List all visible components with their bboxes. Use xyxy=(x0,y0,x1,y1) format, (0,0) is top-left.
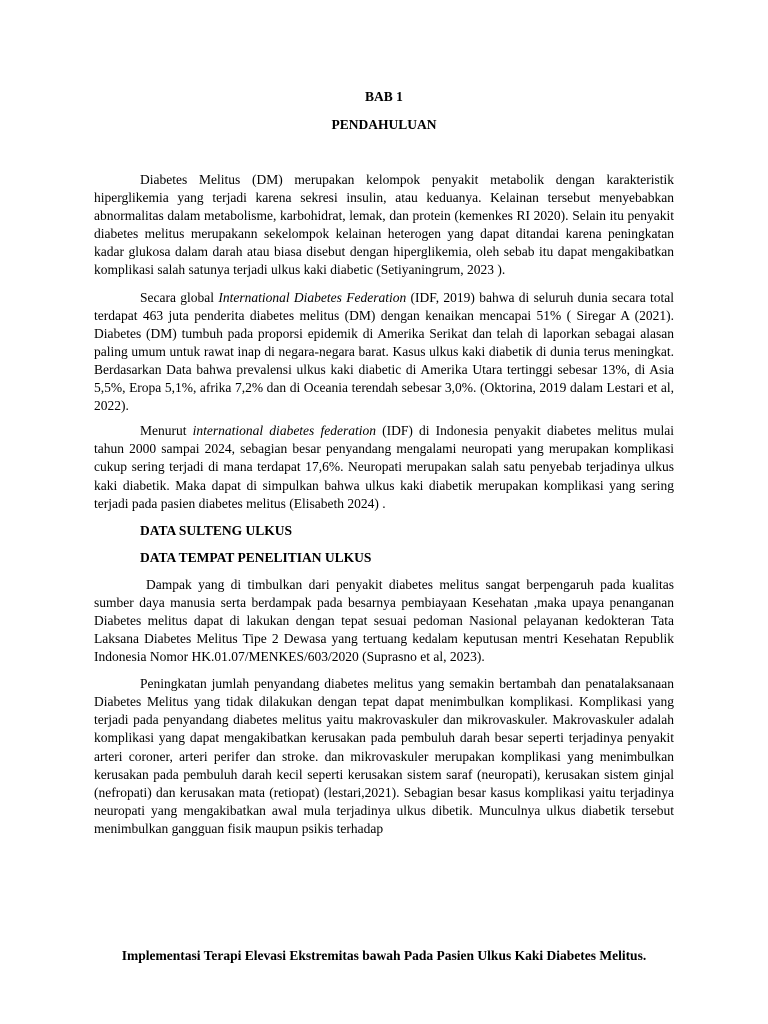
paragraph-4 xyxy=(94,576,674,666)
paragraph-2-italic-term: International Diabetes Federation xyxy=(218,289,407,305)
page-footer: Implementasi Terapi Elevasi Ekstremitas bawah Pada Pasien Ulkus Kaki Diabetes Melitus. xyxy=(121,948,647,963)
paragraph-3-text-b: (IDF) di Indonesia penyakit diabetes melitus mulai tahun 2000 sampai 2024, sebagian besar penyandang mengalami neuropati yang merupakan komplikasi cukup sering terjadi di mana terdapat 17,6%. Neuropati merupakan salah satu penyebab terjadinya ulkus kaki diabetik. Maka dapat di simpulkan bahwa ulkus kaki diabetik merupakan komplikasi yang sering terjadi pada pasien diabetes melitus (Elisabeth 2024) . xyxy=(94,423,674,511)
paragraph-5 xyxy=(94,675,674,838)
chapter-number: BAB 1 xyxy=(365,89,403,104)
paragraph-1-text: Diabetes Melitus (DM) merupakan kelompok penyakit metabolik dengan karakteristik hiperglikemia yang terjadi karena sekresi insulin, atau keduanya. Kelainan tersebut menyebabkan abnormalitas dalam metabolisme, karbohidrat, lemak, dan protein (kemenkes RI 2020). Selain itu penyakit diabetes melitus merupakann sekelompok kelainan heterogen yang dapat ditandai karena peningkatan kadar glukosa dalam darah atau biasa disebut dengan hiperglikemia, oleh sebab itu dapat mengakibatkan komplikasi salah satunya terjadi ulkus kaki diabetic (Setiyaningrum, 2023 ). xyxy=(94,172,674,278)
paragraph-4-text: Dampak yang di timbulkan dari penyakit diabetes melitus sangat berpengaruh pada kualitas sumber daya manusia serta berdampak pada besarnya pembiayaan Kesehatan ,maka upaya penanganan Diabetes melitus dapat di lakukan dengan tepat sesuai pedoman Nasional pelayanan kedokteran Tata Laksana Diabetes Melitus Tipe 2 Dewasa yang tertuang kedalam keputusan mentri Kesehatan Republik Indonesia Nomor HK.01.07/MENKES/603/2020 (Suprasno et al, 2023). xyxy=(94,576,674,665)
paragraph-3 xyxy=(94,422,674,512)
paragraph-3-text-a: Menurut xyxy=(140,423,193,439)
paragraph-2-text-a: Secara global xyxy=(140,289,219,305)
paragraph-2-text-b: (IDF, 2019) bahwa di seluruh dunia secara total terdapat 463 juta penderita diabetes melitus (DM) dengan kenaikan mencapai 51% ( Siregar A (2021). Diabetes (DM) tumbuh pada proporsi epidemik di Amerika Serikat dan telah di laporkan sebagai alasan paling umum untuk rawat inap di negara-negara barat. Kasus ulkus kaki diabetik di dunia terus meningkat. Berdasarkan Data bahwa prevalensi ulkus kaki diabetic di Amerika Utara tertinggi sebesar 13%, di Asia 5,5%, Eropa 5,1%, afrika 7,2% dan di Oceania terendah sebesar 3,0%. (Oktorina, 2019 dalam Lestari et al, 2022). xyxy=(94,289,674,414)
chapter-title: PENDAHULUAN xyxy=(331,117,437,132)
paragraph-3-italic-term: international diabetes federation xyxy=(192,423,376,439)
paragraph-1 xyxy=(94,171,674,280)
subheading-data-tempat-penelitian: DATA TEMPAT PENELITIAN ULKUS xyxy=(140,549,372,565)
paragraph-2 xyxy=(94,289,674,416)
paragraph-5-text: Peningkatan jumlah penyandang diabetes melitus yang semakin bertambah dan penatalaksanaan Diabetes Melitus yang tidak dilakukan dengan tepat dapat menimbulkan komplikasi. Komplikasi yang terjadi pada penyandang diabetes melitus yaitu makrovaskuler dan mikrovaskuler. Makrovaskuler adalah komplikasi yang dapat mengakibatkan kerusakan pada pembuluh darah besar seperti terjadinya penyakit arteri coroner, arteri perifer dan stroke. dan mikrovaskuler merupakan komplikasi yang menimbulkan kerusakan pada pembuluh darah kecil seperti kerusakan sistem saraf (neuropati), kerusakan sistem ginjal (nefropati) dan kerusakan mata (retiopat) (lestari,2021). Sebagian besar kasus komplikasi yaitu terjadinya neuropati yang mengakibatkan awal mula terjadinya ulkus dibetik. Munculnya ulkus diabetik tersebut menimbulkan gangguan fisik maupun psikis terhadap xyxy=(94,676,674,836)
body-text xyxy=(94,171,674,847)
subheading-data-sulteng: DATA SULTENG ULKUS xyxy=(140,522,293,538)
